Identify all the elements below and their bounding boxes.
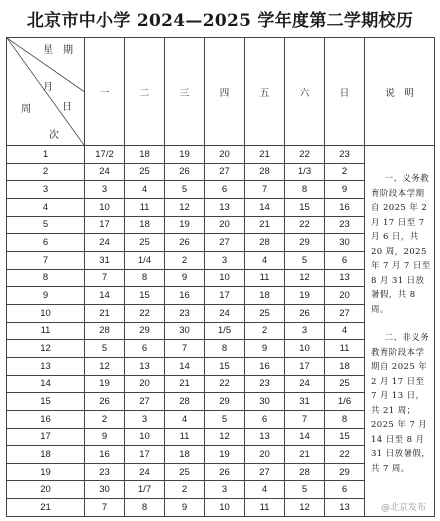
date-cell-wed: 26 xyxy=(165,163,205,181)
date-cell-sun: 27 xyxy=(325,304,365,322)
week-number-cell: 7 xyxy=(7,251,85,269)
date-cell-sun: 8 xyxy=(325,410,365,428)
date-cell-mon: 17 xyxy=(85,216,125,234)
date-cell-wed: 30 xyxy=(165,322,205,340)
date-cell-mon: 17/2 xyxy=(85,146,125,164)
diagonal-corner-header xyxy=(7,38,85,146)
date-cell-fri: 7 xyxy=(245,181,285,199)
date-cell-fri: 23 xyxy=(245,375,285,393)
date-cell-sat: 21 xyxy=(285,446,325,464)
date-cell-tue: 13 xyxy=(125,357,165,375)
day-header-sat: 六 xyxy=(285,38,325,146)
date-cell-tue: 4 xyxy=(125,181,165,199)
date-cell-thu: 22 xyxy=(205,375,245,393)
date-cell-fri: 28 xyxy=(245,234,285,252)
date-cell-thu: 10 xyxy=(205,269,245,287)
date-cell-fri: 6 xyxy=(245,410,285,428)
day-header-fri: 五 xyxy=(245,38,285,146)
date-cell-thu: 13 xyxy=(205,198,245,216)
date-cell-thu: 19 xyxy=(205,446,245,464)
date-cell-sat: 3 xyxy=(285,322,325,340)
week-number-cell: 9 xyxy=(7,287,85,305)
date-cell-thu: 17 xyxy=(205,287,245,305)
date-cell-sun: 16 xyxy=(325,198,365,216)
date-cell-sat: 24 xyxy=(285,375,325,393)
date-cell-sun: 9 xyxy=(325,181,365,199)
week-number-cell: 8 xyxy=(7,269,85,287)
date-cell-fri: 14 xyxy=(245,198,285,216)
date-cell-mon: 26 xyxy=(85,393,125,411)
date-cell-tue: 15 xyxy=(125,287,165,305)
date-cell-sun: 29 xyxy=(325,463,365,481)
date-cell-mon: 31 xyxy=(85,251,125,269)
date-cell-wed: 12 xyxy=(165,198,205,216)
date-cell-wed: 4 xyxy=(165,410,205,428)
date-cell-thu: 24 xyxy=(205,304,245,322)
day-header-thu: 四 xyxy=(205,38,245,146)
week-number-cell: 18 xyxy=(7,446,85,464)
date-cell-sat: 26 xyxy=(285,304,325,322)
week-number-cell: 15 xyxy=(7,393,85,411)
date-cell-mon: 12 xyxy=(85,357,125,375)
date-cell-sat: 28 xyxy=(285,463,325,481)
corner-label-ri: 日 xyxy=(62,102,72,113)
date-cell-fri: 4 xyxy=(245,481,285,499)
date-cell-sat: 1/3 xyxy=(285,163,325,181)
date-cell-sat: 8 xyxy=(285,181,325,199)
date-cell-fri: 21 xyxy=(245,216,285,234)
table-row xyxy=(7,146,435,164)
calendar-body xyxy=(7,146,435,517)
date-cell-thu: 27 xyxy=(205,234,245,252)
week-number-cell: 16 xyxy=(7,410,85,428)
date-cell-tue: 10 xyxy=(125,428,165,446)
week-number-cell: 11 xyxy=(7,322,85,340)
date-cell-sun: 20 xyxy=(325,287,365,305)
date-cell-wed: 2 xyxy=(165,251,205,269)
day-header-sun: 日 xyxy=(325,38,365,146)
week-number-cell: 19 xyxy=(7,463,85,481)
week-number-cell: 21 xyxy=(7,499,85,517)
date-cell-tue: 8 xyxy=(125,269,165,287)
date-cell-tue: 1/4 xyxy=(125,251,165,269)
date-cell-wed: 11 xyxy=(165,428,205,446)
date-cell-mon: 2 xyxy=(85,410,125,428)
date-cell-thu: 26 xyxy=(205,463,245,481)
week-number-cell: 2 xyxy=(7,163,85,181)
week-number-cell: 20 xyxy=(7,481,85,499)
date-cell-sat: 7 xyxy=(285,410,325,428)
date-cell-wed: 28 xyxy=(165,393,205,411)
date-cell-wed: 26 xyxy=(165,234,205,252)
date-cell-sat: 12 xyxy=(285,269,325,287)
date-cell-fri: 27 xyxy=(245,463,285,481)
date-cell-mon: 10 xyxy=(85,198,125,216)
date-cell-mon: 14 xyxy=(85,287,125,305)
date-cell-fri: 18 xyxy=(245,287,285,305)
date-cell-mon: 5 xyxy=(85,340,125,358)
notes-header: 说 明 xyxy=(365,38,435,146)
date-cell-thu: 20 xyxy=(205,146,245,164)
date-cell-tue: 8 xyxy=(125,499,165,517)
date-cell-thu: 12 xyxy=(205,428,245,446)
date-cell-fri: 4 xyxy=(245,251,285,269)
notes-cell xyxy=(365,146,435,517)
date-cell-sun: 15 xyxy=(325,428,365,446)
corner-label-yue: 月 xyxy=(43,82,53,93)
date-cell-thu: 20 xyxy=(205,216,245,234)
date-cell-fri: 21 xyxy=(245,146,285,164)
date-cell-wed: 2 xyxy=(165,481,205,499)
date-cell-tue: 1/7 xyxy=(125,481,165,499)
date-cell-thu: 27 xyxy=(205,163,245,181)
date-cell-wed: 19 xyxy=(165,146,205,164)
header-row xyxy=(7,38,435,146)
date-cell-wed: 23 xyxy=(165,304,205,322)
note-paragraph: 二、非义务教育阶段本学期自 2025 年 2 月 17 日至 7 月 13 日，共 21 周；2025 年 7 月 14 日至 8 月 31 日放暑假，共 7 周。 xyxy=(371,333,431,474)
date-cell-tue: 6 xyxy=(125,340,165,358)
date-cell-sun: 11 xyxy=(325,340,365,358)
week-number-cell: 17 xyxy=(7,428,85,446)
date-cell-sun: 6 xyxy=(325,251,365,269)
date-cell-wed: 18 xyxy=(165,446,205,464)
date-cell-thu: 1/5 xyxy=(205,322,245,340)
date-cell-mon: 30 xyxy=(85,481,125,499)
school-calendar-table xyxy=(6,37,435,517)
date-cell-fri: 11 xyxy=(245,269,285,287)
date-cell-thu: 3 xyxy=(205,481,245,499)
date-cell-thu: 8 xyxy=(205,340,245,358)
date-cell-mon: 28 xyxy=(85,322,125,340)
date-cell-fri: 11 xyxy=(245,499,285,517)
date-cell-sat: 22 xyxy=(285,146,325,164)
date-cell-sun: 22 xyxy=(325,446,365,464)
week-number-cell: 10 xyxy=(7,304,85,322)
date-cell-tue: 18 xyxy=(125,216,165,234)
date-cell-sat: 19 xyxy=(285,287,325,305)
date-cell-wed: 16 xyxy=(165,287,205,305)
date-cell-tue: 24 xyxy=(125,463,165,481)
date-cell-fri: 13 xyxy=(245,428,285,446)
watermark: @北京发布 xyxy=(380,503,426,513)
day-header-tue: 二 xyxy=(125,38,165,146)
date-cell-sat: 14 xyxy=(285,428,325,446)
date-cell-wed: 7 xyxy=(165,340,205,358)
date-cell-fri: 16 xyxy=(245,357,285,375)
date-cell-sun: 4 xyxy=(325,322,365,340)
date-cell-sat: 5 xyxy=(285,481,325,499)
date-cell-thu: 6 xyxy=(205,181,245,199)
date-cell-sat: 10 xyxy=(285,340,325,358)
day-header-wed: 三 xyxy=(165,38,205,146)
date-cell-wed: 5 xyxy=(165,181,205,199)
date-cell-sun: 13 xyxy=(325,269,365,287)
date-cell-wed: 25 xyxy=(165,463,205,481)
date-cell-sat: 15 xyxy=(285,198,325,216)
date-cell-tue: 18 xyxy=(125,146,165,164)
week-number-cell: 14 xyxy=(7,375,85,393)
date-cell-fri: 2 xyxy=(245,322,285,340)
date-cell-fri: 30 xyxy=(245,393,285,411)
date-cell-sun: 25 xyxy=(325,375,365,393)
corner-label-ci: 次 xyxy=(49,130,59,141)
date-cell-fri: 28 xyxy=(245,163,285,181)
date-cell-mon: 24 xyxy=(85,234,125,252)
date-cell-thu: 29 xyxy=(205,393,245,411)
date-cell-sun: 30 xyxy=(325,234,365,252)
week-number-cell: 13 xyxy=(7,357,85,375)
date-cell-mon: 21 xyxy=(85,304,125,322)
date-cell-sun: 18 xyxy=(325,357,365,375)
date-cell-mon: 23 xyxy=(85,463,125,481)
week-number-cell: 4 xyxy=(7,198,85,216)
date-cell-sun: 23 xyxy=(325,146,365,164)
date-cell-wed: 21 xyxy=(165,375,205,393)
date-cell-tue: 27 xyxy=(125,393,165,411)
date-cell-fri: 25 xyxy=(245,304,285,322)
date-cell-thu: 10 xyxy=(205,499,245,517)
corner-label-zhou: 周 xyxy=(21,104,31,115)
date-cell-tue: 3 xyxy=(125,410,165,428)
week-number-cell: 5 xyxy=(7,216,85,234)
date-cell-sun: 2 xyxy=(325,163,365,181)
date-cell-sat: 5 xyxy=(285,251,325,269)
date-cell-sun: 13 xyxy=(325,499,365,517)
date-cell-wed: 9 xyxy=(165,269,205,287)
date-cell-mon: 24 xyxy=(85,163,125,181)
page-title: 北京市中小学 2024—2025 学年度第二学期校历 xyxy=(26,11,414,31)
date-cell-mon: 9 xyxy=(85,428,125,446)
date-cell-mon: 7 xyxy=(85,499,125,517)
date-cell-thu: 3 xyxy=(205,251,245,269)
date-cell-sat: 12 xyxy=(285,499,325,517)
date-cell-sat: 22 xyxy=(285,216,325,234)
week-number-cell: 6 xyxy=(7,234,85,252)
date-cell-sun: 1/6 xyxy=(325,393,365,411)
date-cell-wed: 14 xyxy=(165,357,205,375)
date-cell-fri: 9 xyxy=(245,340,285,358)
date-cell-mon: 3 xyxy=(85,181,125,199)
date-cell-tue: 25 xyxy=(125,163,165,181)
date-cell-wed: 9 xyxy=(165,499,205,517)
week-number-cell: 1 xyxy=(7,146,85,164)
date-cell-sun: 6 xyxy=(325,481,365,499)
week-number-cell: 12 xyxy=(7,340,85,358)
corner-label-xingqi: 星 期 xyxy=(43,45,73,56)
date-cell-tue: 17 xyxy=(125,446,165,464)
date-cell-thu: 15 xyxy=(205,357,245,375)
date-cell-tue: 20 xyxy=(125,375,165,393)
date-cell-tue: 29 xyxy=(125,322,165,340)
date-cell-tue: 11 xyxy=(125,198,165,216)
date-cell-sat: 17 xyxy=(285,357,325,375)
day-header-mon: 一 xyxy=(85,38,125,146)
date-cell-sat: 29 xyxy=(285,234,325,252)
note-paragraph: 一、义务教育阶段本学期自 2025 年 2 月 17 日至 7 月 6 日，共 20 周，2025 年 7 月 7 日至 8 月 31 日放暑假，共 8 周。 xyxy=(371,174,431,315)
date-cell-thu: 5 xyxy=(205,410,245,428)
date-cell-sat: 31 xyxy=(285,393,325,411)
date-cell-fri: 20 xyxy=(245,446,285,464)
date-cell-mon: 19 xyxy=(85,375,125,393)
week-number-cell: 3 xyxy=(7,181,85,199)
date-cell-sun: 23 xyxy=(325,216,365,234)
date-cell-tue: 25 xyxy=(125,234,165,252)
date-cell-mon: 7 xyxy=(85,269,125,287)
date-cell-mon: 16 xyxy=(85,446,125,464)
date-cell-wed: 19 xyxy=(165,216,205,234)
date-cell-tue: 22 xyxy=(125,304,165,322)
